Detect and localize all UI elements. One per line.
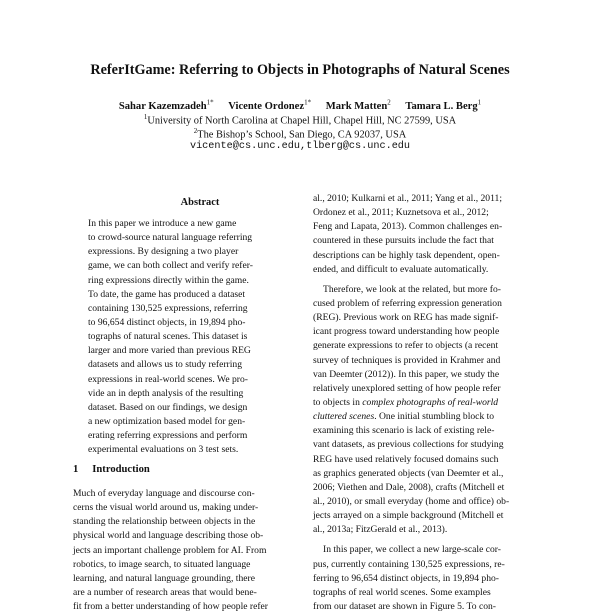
text-line: ended, and difficult to evaluate automatically. <box>313 263 489 275</box>
text-line: countered in these pursuits include the fact that <box>313 235 494 247</box>
text-line: from our dataset are shown in Figure 5. To con- <box>313 600 496 612</box>
text-line: experimental evaluations on 3 test sets. <box>88 444 239 456</box>
text-line: survey of techniques is provided in Krahmer and <box>313 354 501 366</box>
text-line: containing 130,525 expressions, referring <box>88 302 248 314</box>
text-line: pus, currently containing 130,525 expressions, re- <box>313 558 505 570</box>
text-line: cerns the visual world around us, making under- <box>73 502 259 514</box>
text-line: examining this scenario is lack of existing rele- <box>313 425 495 437</box>
text-line: tographs of real world scenes. Some examples <box>313 586 491 598</box>
text-line: larger and more varied than previous REG <box>88 345 251 357</box>
text-line: robotics, to image search, to situated language <box>73 558 251 570</box>
text-line: cused problem of referring expression generation <box>313 297 502 309</box>
text-line: Therefore, we look at the related, but more fo- <box>323 283 501 295</box>
text-line: In this paper, we collect a new large-scale cor- <box>323 544 501 556</box>
text-line: to crowd-source natural language referring <box>88 232 253 244</box>
plain-text: . One initial stumbling block to <box>374 411 495 423</box>
text-line: Ordonez et al., 2011; Kuznetsova et al., 2012; <box>313 207 489 219</box>
text-line: to 96,654 distinct objects, in 19,894 pho- <box>88 316 246 328</box>
text-line: game, we can both collect and verify refer- <box>88 260 253 272</box>
text-line: ring expressions directly within the game. <box>88 274 249 286</box>
author: Vicente Ordonez$^{1*}$ <box>228 98 312 112</box>
text-line: ferring to 96,654 distinct objects, in 19,894 pho- <box>313 572 499 584</box>
text-line <box>313 410 535 424</box>
text-line: Feng and Lapata, 2013). Common challenges en- <box>313 221 503 233</box>
text-line: dataset. Based on our findings, we design <box>88 401 248 413</box>
text-line: datasets and allows us to study referring <box>88 359 242 371</box>
affiliation: $^1$University of North Carolina at Chapel Hill, Chapel Hill, NC 27599, USA <box>143 113 457 127</box>
author: Mark Matten$^2$ <box>325 98 391 112</box>
text-line: descriptions can be highly task dependent, open- <box>313 249 500 261</box>
text-line: expressions. By designing a two player <box>88 246 239 258</box>
text-line: icant progress toward understanding how people <box>313 326 500 338</box>
introduction-body <box>73 487 303 614</box>
text-line: al., 2010; Kulkarni et al., 2011; Yang et al., 2011; <box>313 193 503 204</box>
text-line: REG have used relatively focused domains such <box>313 453 499 465</box>
text-line: learning, and natural language grounding, there <box>73 572 255 584</box>
author-list <box>0 98 600 112</box>
paper-title: ReferItGame: Referring to Objects in Photographs of Natural Scenes <box>90 62 510 78</box>
text-line: a new optimization based model for gen- <box>88 415 246 427</box>
text-line: tographs of natural scenes. This dataset is <box>88 331 248 343</box>
text-line: To date, the game has produced a dataset <box>88 288 246 300</box>
text-line: jects arrayed on a simple background (Mitchell et <box>313 510 504 522</box>
italic-text: complex photographs of real-world <box>362 396 499 408</box>
text-line: Much of everyday language and discourse con- <box>73 488 255 499</box>
text-line: physical world and language describing those ob- <box>73 530 264 542</box>
abstract-heading: Abstract <box>180 197 220 208</box>
text-line: generate expressions to refer to objects (a recent <box>313 340 499 352</box>
text-line: as graphics generated objects (van Deemter et al., <box>313 467 504 479</box>
text-line: jects an important challenge problem for AI. From <box>73 544 267 556</box>
text-line <box>313 396 535 410</box>
text-line: al., 2013a; FitzGerald et al., 2013). <box>313 524 448 536</box>
text-line: are a number of research areas that would bene- <box>73 586 257 598</box>
abstract-body <box>88 217 312 457</box>
text-line: al., 2010), or small everyday (home and office) ob- <box>313 495 510 507</box>
text-line: (REG). Previous work on REG has made signif- <box>313 312 499 324</box>
text-line: erating referring expressions and perform <box>88 430 248 442</box>
right-column-body <box>313 192 535 614</box>
contact-email: vicente@cs.unc.edu,tlberg@cs.unc.edu <box>189 141 411 152</box>
author: Sahar Kazemzadeh$^{1*}$ <box>118 98 214 112</box>
text-line: vide an in depth analysis of the resulting <box>88 387 244 399</box>
text-line: relatively unexplored setting of how people refer <box>313 382 501 394</box>
text-line: vant datasets, as previous collections for studying <box>313 439 504 451</box>
text-line: expressions in real-world scenes. We pro- <box>88 373 248 385</box>
author: Tamara L. Berg$^1$ <box>405 98 482 112</box>
text-line: standing the relationship between objects in the <box>73 516 256 528</box>
text-line: 2006; Viethen and Dale, 2008), crafts (Mitchell et <box>313 481 505 493</box>
section-heading: 1 Introduction <box>73 464 150 475</box>
text-line: In this paper we introduce a new game <box>88 218 237 229</box>
affiliation: $^2$The Bishop’s School, San Diego, CA 92037, USA <box>193 127 407 141</box>
text-line: van Deemter (2012)). In this paper, we study the <box>313 368 500 380</box>
italic-text: cluttered scenes <box>313 411 375 423</box>
plain-text: to objects in <box>313 396 363 408</box>
text-line: fit from a better understanding of how people refer <box>73 601 268 613</box>
